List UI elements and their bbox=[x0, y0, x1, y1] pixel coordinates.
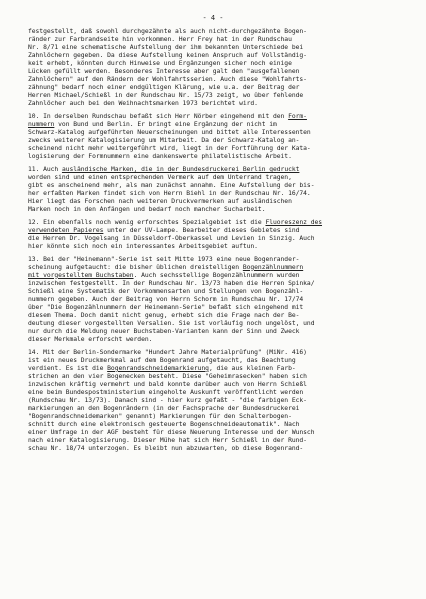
paragraph bbox=[28, 166, 402, 214]
paragraph-text: 11. Auch bbox=[28, 165, 62, 173]
paragraph-text: 13. Bei der "Heinemann"-Serie ist seit Mitte 1973 eine neue Bogenrander- scheinung aufgetaucht: die bisher üblichen dreistelligen bbox=[28, 255, 300, 271]
underlined-phrase: Form- nummern bbox=[28, 113, 307, 129]
underlined-phrase: Bogenrandschneidemarkierung bbox=[107, 364, 209, 372]
paragraph-text: . Auch sechsstellige Bogenzählnummern wurden inzwischen festgestellt. In der Rundschau Nr. 13/73 haben die Herren Spinka/ Schießl eine Systematik der Vorkommensarten und Stellungen von Bogenzähl- nummern gegeben. Auch der Beitrag von Herrn Schorm in Rundschau Nr. 17/74 über "Die Bogenzählnummern der Heinemann-Serie" befaßt sich eingehend mit diesem Thema. Doch damit nicht genug, erhebt sich die Frage nach der Be- deutung dieser vorgestellten Versalien. Sie ist vorläufig noch ungelöst, und nur durch die Meldung neuer Buchstaben-Varianten kann der Sinn und Zweck dieser Merkmale erforscht werden. bbox=[28, 271, 315, 344]
paragraph-text: worden sind und einen entsprechenden Vermerk auf dem Unterrand tragen, gibt es anscheinend mehr, als man zunächst annahm. Eine Aufstellung der bis- her erfaßten Marken findet sich von Herrn Biehl in der Rundschau Nr. 16/74. Hier liegt das Forschen nach weiteren Druckvermerken auf ausländischen Marken noch in den Anfängen und bedarf noch mancher Sucharbeit. bbox=[28, 173, 315, 214]
paragraph-text: , die aus kleinen Farb- strichen an den vier Bogenecken besteht. Diese "Geheimrasecken" haben sich inzwischen kräftig vermehrt und bald konnte darüber auch von Herrn Schießl eine beim Bundespostministerium eingeholte Auskunft veröffentlicht werden (Rundschau Nr. 13/73). Danach sind - hier kurz gefaßt - "die farbigen Eck- markierungen an den Bogenrändern (in der Fachsprache der Bundesdruckerei "Bogenrandschneidemarken" genannt) Markierungen für den Schalterbogen- schnitt durch eine elektronisch gesteuerte Bogenschneideautomatik". Nach einer Umfrage in der AGF besteht für diese Neuerung Interesse und der Wunsch nach einer Katalogisierung. Dieser Mühe hat sich Herr Schießl in der Rund- schau Nr. 18/74 unterzogen. Es bleibt nun abzuwarten, ob diese Bogenrand- bbox=[28, 364, 315, 453]
paragraph-text: festgestellt, daß sowohl durchgezähnte als auch nicht-durchgezähnte Bogen- ränder zur Farbrandseite hin vorkommen. Herr Frey hat in der Rundschau Nr. 8/71 eine schematische Aufstellung der ihm bekannten Unterschiede bei Zahnlöchern gegeben. Da diese Aufstellung keinen Anspruch auf Vollständig- keit erhebt, könnten durch Hinweise und Ergänzungen sicher noch einige Lücken gefüllt werden. Besonderes Interesse aber galt den "ausgefallenen Zahnlöchern" auf den Rändern der Wohlfahrtsserien. Auch diese "Wohlfahrts- zähnung" bedarf noch einer endgültigen Klärung, wie u.a. der Beitrag der Herren Michael/Schießl in der Rundschau Nr. 15/73 zeigt, wo über fehlende Zahnlöcher auch bei den Weihnachtsmarken 1973 berichtet wird. bbox=[28, 28, 307, 108]
page-number: - 4 - bbox=[202, 14, 224, 22]
paragraph-text: 10. In derselben Rundschau befaßt sich Herr Nörber eingehend mit den bbox=[28, 113, 289, 121]
paragraph-text: 12. Ein ebenfalls noch wenig erforschtes Spezialgebiet ist die bbox=[28, 218, 266, 226]
underlined-phrase: ausländische Marken, die in der Bundesdruckerei Berlin gedruckt bbox=[61, 165, 300, 173]
paragraph bbox=[28, 349, 402, 454]
paragraph-text: 14. Mit der Berlin-Sondermarke "Hundert Jahre Materialprüfung" (MiNr. 416) ist ein neues Druckmerkmal auf dem Bogenrand aufgetaucht, das Beachtung verdient. Es ist die bbox=[28, 348, 307, 372]
underlined-phrase: Fluoreszenz des verwendeten Papieres bbox=[28, 218, 323, 234]
paragraph-text: unter der UV-Lampe. Bearbeiter dieses Gebietes sind die Herren Dr. Vogelsang in Düsseldorf-Oberkassel und Levien in Sinzig. Auch hier könnte sich noch ein interessantes Arbeitsgebiet auftun. bbox=[28, 226, 315, 250]
paragraph bbox=[28, 28, 402, 108]
paragraph bbox=[28, 113, 402, 161]
underlined-phrase: Bogenzählnummern mit vorgestelltem Buchstaben bbox=[28, 263, 304, 279]
paragraph bbox=[28, 256, 402, 345]
paragraph-text: von Bund und Berlin. Er bringt eine Ergänzung der nicht im Schwarz-Katalog aufgeführten Neuerscheinungen und bittet alle Interessenten zwecks weiterer Katalogisierung um Mitarbeit. Da der Schwarz-Katalog an- scheinend nicht mehr weitergeführt wird, liegt in der Fortführung der Kata- logisierung der Formnummern eine dankenswerte philatelistische Arbeit. bbox=[28, 121, 311, 161]
document-body bbox=[28, 28, 402, 458]
paragraph bbox=[28, 219, 402, 251]
